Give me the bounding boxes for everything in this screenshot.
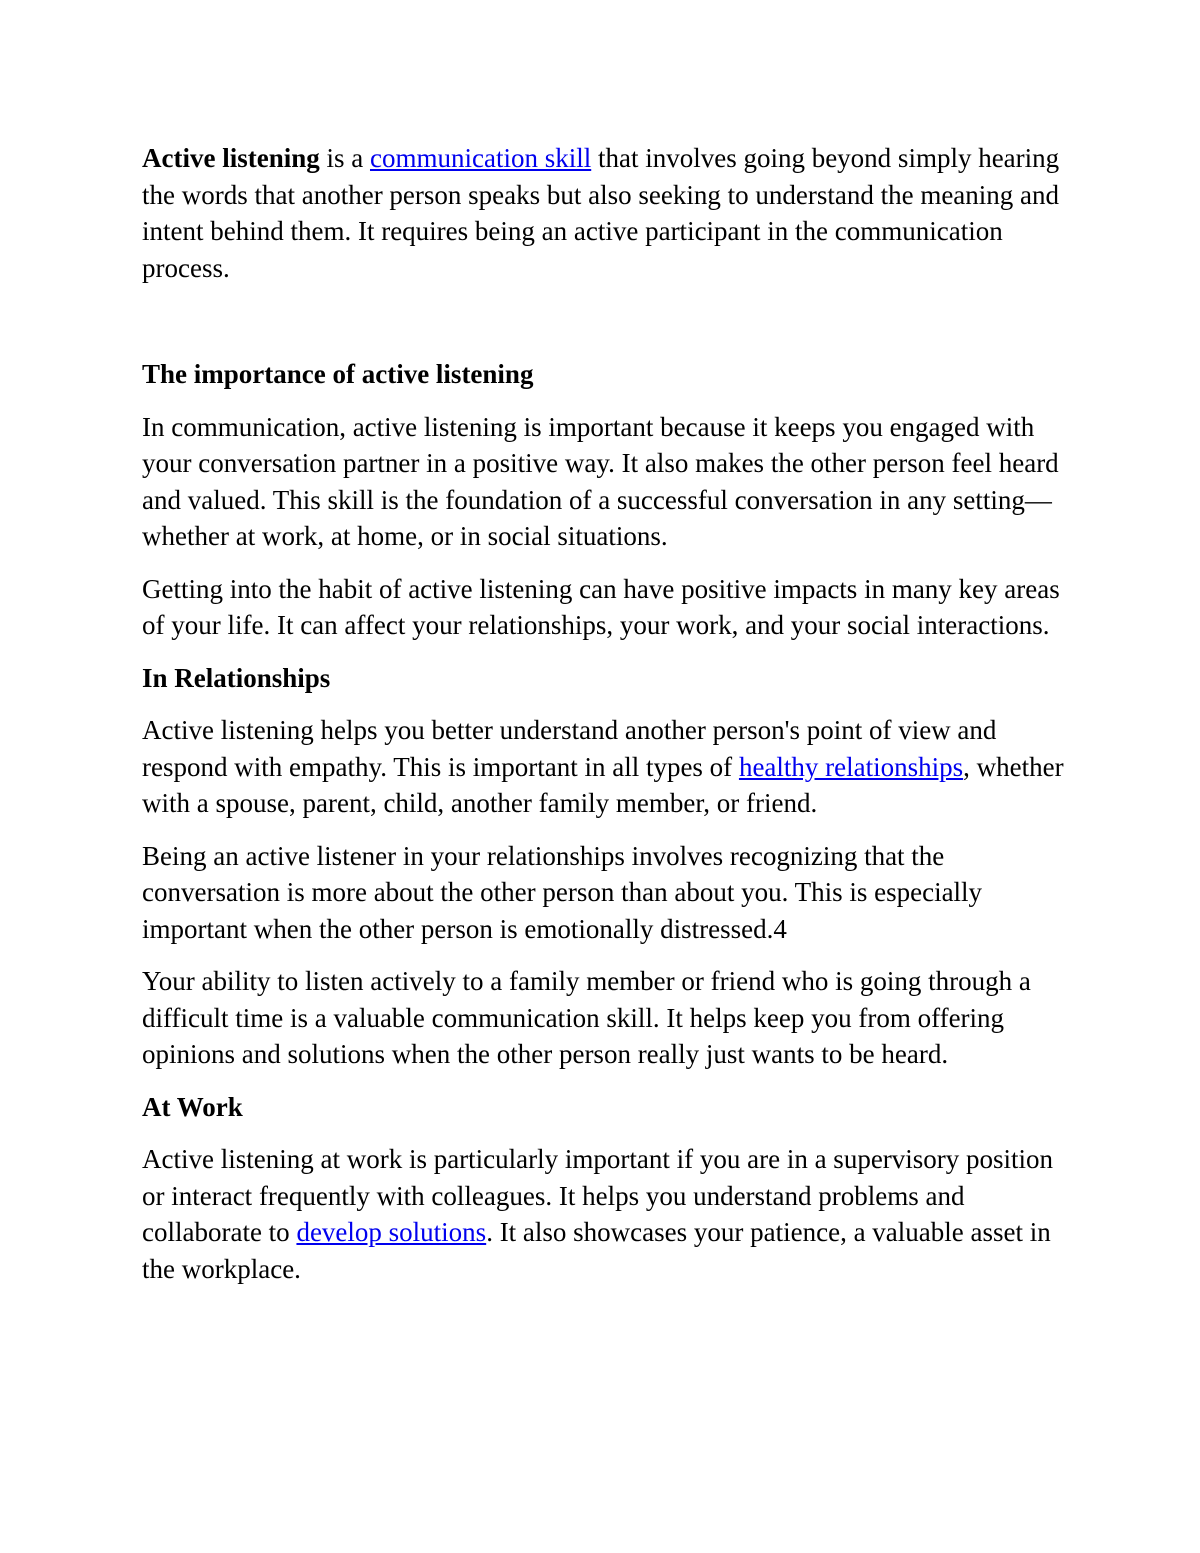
- intro-paragraph: [142, 140, 1067, 286]
- document-body: [142, 140, 1067, 1303]
- intro-rest: that involves going beyond simply hearing the words that another person speaks but also seeking to understand the meaning and intent behind them. It requires being an active participant in the communication process.: [142, 143, 1060, 283]
- importance-paragraph-1: In communication, active listening is important because it keeps you engaged with your conversation partner in a positive way. It also makes the other person feel heard and valued. This skill is the foundation of a successful conversation in any setting—whether at work, at home, or in social situations.: [142, 411, 1059, 551]
- intro-term: Active listening: [142, 143, 320, 173]
- relationships-p1-pre: Active listening helps you better understand another person's point of view and respond with empathy. This is important in all types of: [142, 715, 997, 782]
- intro-pre-link: is a: [319, 143, 370, 173]
- work-p1-pre: Active listening at work is particularly important if you are in a supervisory position or interact frequently with colleagues. It helps you understand problems and collaborate to: [142, 1144, 1054, 1247]
- relationships-paragraph-1: [142, 712, 1067, 822]
- work-p1-post: . It also showcases your patience, a valuable asset in the workplace.: [142, 1217, 1051, 1284]
- importance-heading: The importance of active listening: [142, 359, 534, 389]
- relationships-p1-post: , whether with a spouse, parent, child, another family member, or friend.: [142, 751, 1064, 818]
- relationships-heading: In Relationships: [142, 662, 331, 693]
- importance-paragraph-2: Getting into the habit of active listening can have positive impacts in many key areas of your life. It can affect your relationships, your work, and your social interactions.: [142, 573, 1060, 640]
- work-paragraph-1: [142, 1141, 1067, 1287]
- develop-solutions-link[interactable]: develop solutions: [296, 1217, 487, 1247]
- communication-skill-link[interactable]: communication skill: [369, 143, 592, 173]
- relationships-paragraph-2: Being an active listener in your relationships involves recognizing that the conversation is more about the other person than about you. This is especially important when the other person is emotionally distressed.4: [142, 840, 983, 944]
- healthy-relationships-link[interactable]: healthy relationships: [738, 751, 964, 782]
- relationships-paragraph-3: Your ability to listen actively to a family member or friend who is going through a difficult time is a valuable communication skill. It helps keep you from offering opinions and solutions when the other person really just wants to be heard.: [142, 966, 1031, 1069]
- work-heading: At Work: [142, 1091, 243, 1122]
